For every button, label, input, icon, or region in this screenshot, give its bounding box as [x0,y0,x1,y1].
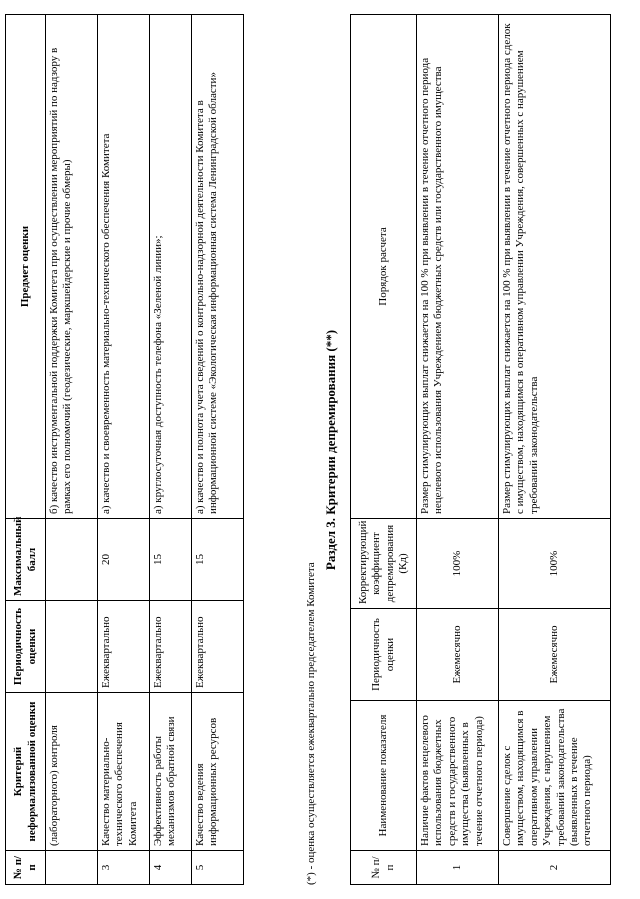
row-score: 15 [150,519,192,601]
row-criterion: Качество материально-технического обеспечения Комитета [98,693,150,851]
row-subject: а) круглосуточная доступность телефона «Зеленой линии»; [150,15,192,519]
row-name: Совершение сделок с имуществом, находящимся в оперативном управлении Учреждения, с нарушением требований законодательства (выявленных в течение отчетного периода) [499,701,611,851]
table-row [417,15,499,885]
row-criterion: Качество ведения информационных ресурсов [192,693,244,851]
row-num: 5 [192,851,244,885]
header-calc: Порядок расчета [351,15,417,519]
row-criterion: Эффективность работы механизмов обратной связи [150,693,192,851]
row-period: Ежеквартально [98,601,150,693]
row-num: 4 [150,851,192,885]
row-period: Ежеквартально [192,601,244,693]
table-row [46,15,98,885]
row-criterion: (лабораторного) контроля [46,693,98,851]
row-num: 3 [98,851,150,885]
table-row [192,15,244,885]
rotated-page [5,5,635,885]
footnote: (*) - оценка осуществляется ежеквартально председателем Комитета [305,562,317,885]
header-score: Максимальный балл [6,519,46,601]
row-period: Ежеквартально [150,601,192,693]
criteria-table [5,14,244,885]
row-period [46,601,98,693]
table-row [98,15,150,885]
table-row [150,15,192,885]
header-subject: Предмет оценки [6,15,46,519]
row-calc: Размер стимулирующих выплат снижается на 100 % при выявлении в течение отчетного периода нецелевого использования Учреждением бюджетных средств или государственного имущества [417,15,499,519]
section-title: Раздел 3. Критерии депремирования (**) [323,329,338,571]
row-period: Ежемесячно [499,609,611,701]
header-num: № п/п [351,851,417,885]
row-subject: б) качество инструментальной поддержки Комитета при осуществлении мероприятий по надзору в рамках его полномочий (геодезические, маркшейдерские и прочие обмеры) [46,15,98,519]
depremium-table [350,14,611,885]
header-criterion: Критерий неформализованной оценки [6,693,46,851]
row-coef: 100% [499,519,611,609]
table-row [499,15,611,885]
row-period: Ежемесячно [417,609,499,701]
header-coef: Корректирующий коэффициент депремирования (Кд) [351,519,417,609]
row-calc: Размер стимулирующих выплат снижается на 100 % при выявлении в течение отчетного периода сделок с имуществом, находящимся в оперативном управлении Учреждения, совершенных с нарушением требований законодательства [499,15,611,519]
header-period: Периодичность оценки [351,609,417,701]
row-coef: 100% [417,519,499,609]
row-subject: а) качество и полнота учета сведений о контрольно-надзорной деятельности Комитета в информационной системе «Экологическая информационная система Ленинградской области» [192,15,244,519]
row-score: 20 [98,519,150,601]
depremium-table-header-row [351,15,417,885]
header-name: Наименование показателя [351,701,417,851]
criteria-table-header-row [6,15,46,885]
row-subject: а) качество и своевременность материально-технического обеспечения Комитета [98,15,150,519]
row-num [46,851,98,885]
header-period: Периодичность оценки [6,601,46,693]
row-score: 15 [192,519,244,601]
row-score [46,519,98,601]
header-num: № п/п [6,851,46,885]
row-num: 1 [417,851,499,885]
row-num: 2 [499,851,611,885]
row-name: Наличие фактов нецелевого использования бюджетных средств и государственного имущества (выявленных в течение отчетного периода) [417,701,499,851]
